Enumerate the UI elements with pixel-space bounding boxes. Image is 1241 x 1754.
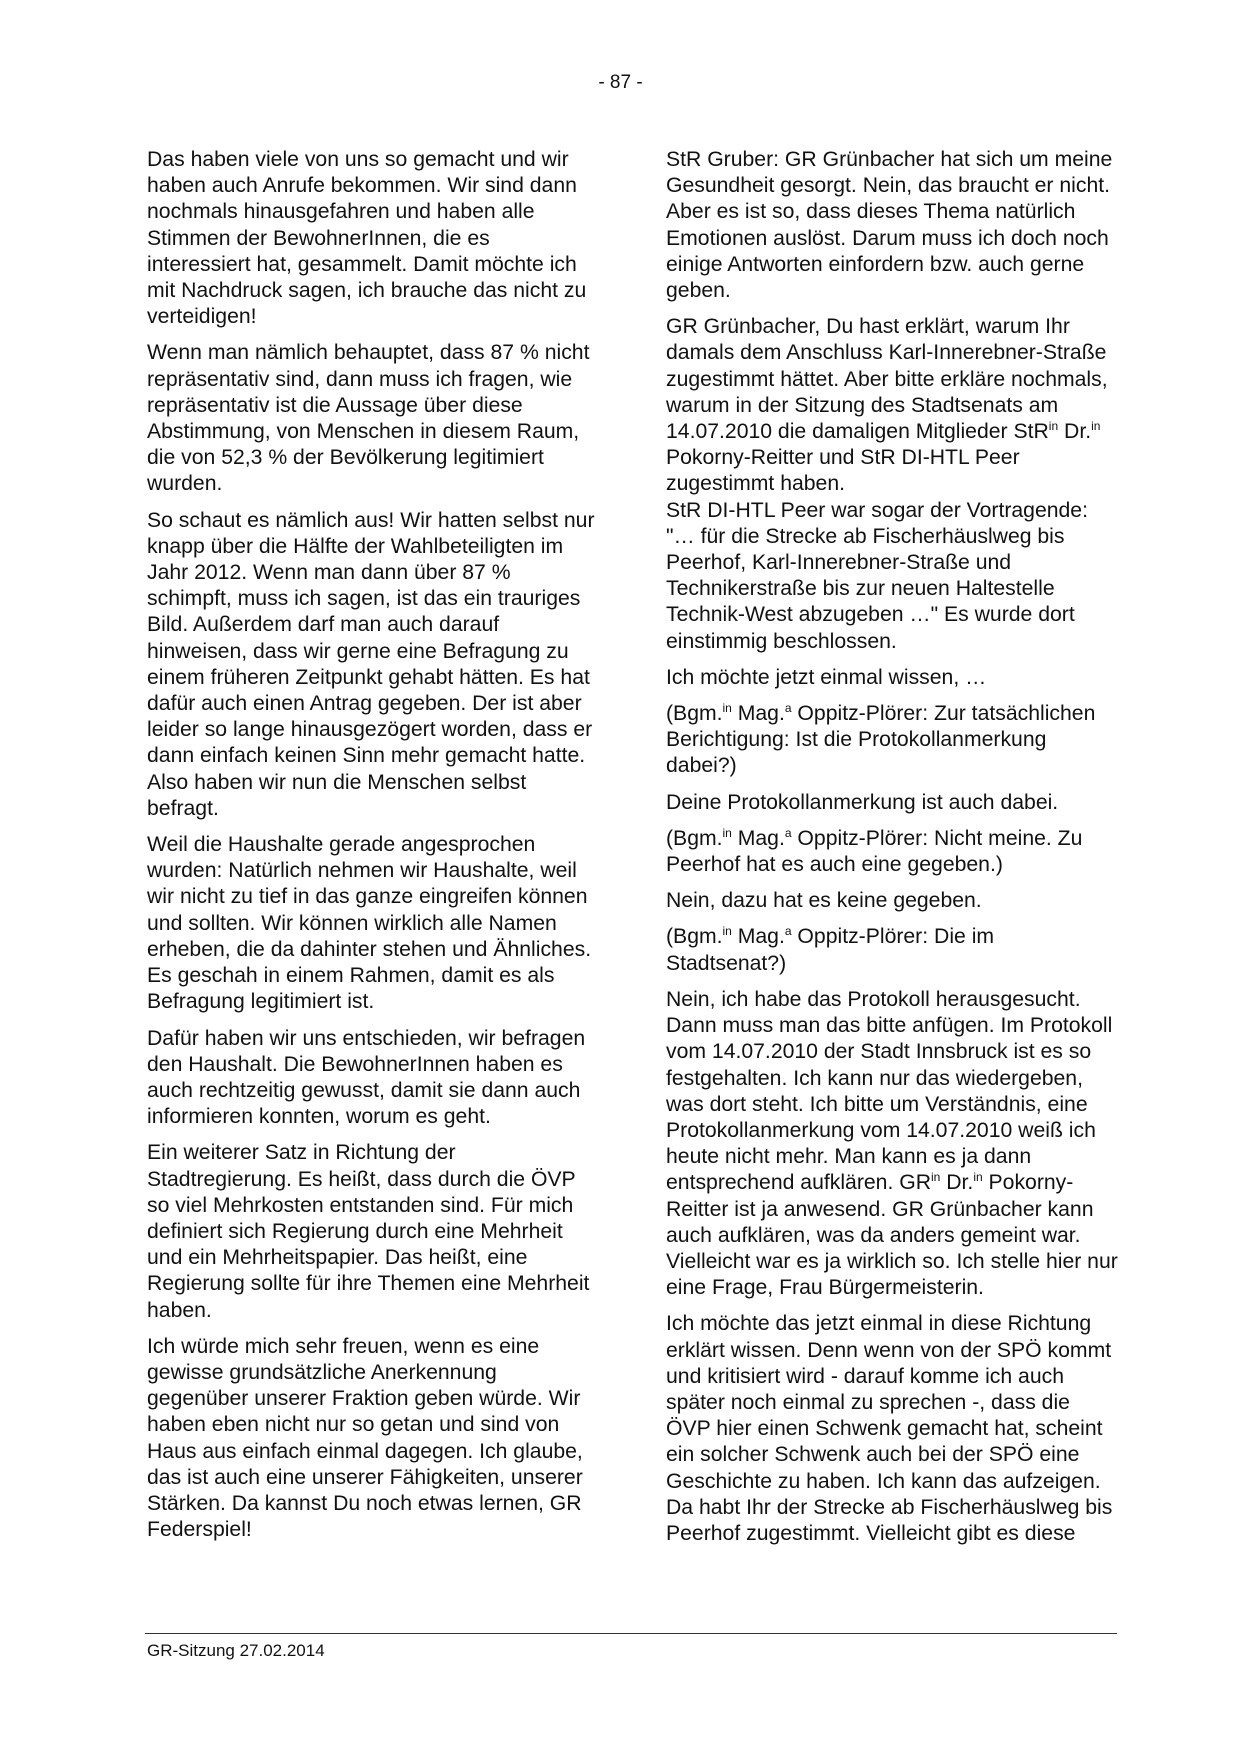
paragraph (666, 701, 1118, 780)
superscript: in (931, 1170, 941, 1185)
text: (Bgm. (666, 925, 723, 949)
text: Nein, ich habe das Protokoll herausgesucht. Dann muss man das bitte anfügen. Im Protokoll vom 14.07.2010 der Stadt Innsbruck ist es so festgehalten. Ich kann nur das wiedergeben, was dort steht. Ich bitte um Verständnis, eine Protokollanmerkung vom 14.07.2010 weiß ich heute nicht mehr. Man kann es ja dann entsprechend aufklären. GR (666, 987, 1113, 1195)
superscript: in (1091, 419, 1101, 434)
paragraph: Wenn man nämlich behauptet, dass 87 % nicht repräsentativ sind, dann muss ich fragen, wie repräsentativ ist die Aussage über diese Abstimmung, von Menschen in diesem Raum, die von 52,3 % der Bevölkerung legitimiert wurden. (147, 341, 590, 496)
text: Dr. (1058, 420, 1092, 444)
text: Oppitz-Plörer: Die im Stadtsenat?) (666, 925, 995, 975)
paragraph (666, 314, 1118, 497)
paragraph: Ein weiterer Satz in Richtung der Stadtregierung. Es heißt, dass durch die ÖVP so viel Mehrkosten entstanden sind. Für mich definiert sich Regierung durch eine Mehrheit und ein Mehrheitspapier. Das heißt, eine Regierung sollte für ihre Themen eine Mehrheit haben. (147, 1141, 590, 1322)
text: Mag. (731, 826, 785, 850)
text: (Bgm. (666, 702, 723, 726)
page-number: - 87 - (598, 72, 643, 93)
text: Oppitz-Plörer: Zur tatsächlichen Berichtigung: Ist die Protokollanmerkung dabei?) (666, 702, 1096, 778)
paragraph: Nein, dazu hat es keine gegeben. (666, 889, 982, 913)
text: Oppitz-Plörer: Nicht meine. Zu Peerhof hat es auch eine gegeben.) (666, 826, 1083, 877)
text: Pokorny-Reitter und StR DI-HTL Peer zugestimmt haben. (666, 446, 1020, 496)
paragraph (666, 987, 1118, 1301)
superscript: in (973, 1170, 983, 1185)
superscript: in (1048, 419, 1059, 434)
left-column (147, 147, 599, 1553)
superscript: a (784, 924, 792, 939)
paragraph: Ich würde mich sehr freuen, wenn es eine gewisse grundsätzliche Anerkennung gegenüber unserer Fraktion geben würde. Wir haben eben nicht nur so getan und sind von Haus aus einfach einmal dagegen. Ich glaube, das ist auch eine unserer Fähigkeiten, unserer Stärken. Da kannst Du noch etwas lernen, GR Federspiel! (147, 1334, 583, 1542)
paragraph: StR Gruber: GR Grünbacher hat sich um meine Gesundheit gesorgt. Nein, das braucht er nicht. Aber es ist so, dass dieses Thema natürlich Emotionen auslöst. Darum muss ich doch noch einige Antworten einfordern bzw. auch gerne geben. (666, 148, 1113, 303)
superscript: in (722, 924, 732, 939)
superscript: a (784, 825, 792, 840)
text: Dr. (940, 1171, 974, 1195)
right-column (666, 147, 1118, 1557)
paragraph: Ich möchte das jetzt einmal in diese Richtung erklärt wissen. Denn wenn von der SPÖ kommt und kritisiert wird - darauf komme ich auch später noch einmal zu sprechen -, dass die ÖVP hier einen Schwenk gemacht hat, scheint ein solcher Schwenk auch bei der SPÖ eine Geschichte zu haben. Ich kann das aufzeigen. Da habt Ihr der Strecke ab Fischerhäuslweg bis Peerhof zugestimmt. Vielleicht gibt es diese (666, 1312, 1113, 1545)
footer-text: GR-Sitzung 27.02.2014 (147, 1641, 325, 1660)
paragraph: StR DI-HTL Peer war sogar der Vortragende: "… für die Strecke ab Fischerhäuslweg bis Peerhof, Karl-Innerebner-Straße und Technikerstraße bis zur neuen Haltestelle Technik-West abzugeben …" Es wurde dort einstimmig beschlossen. (666, 498, 1088, 653)
paragraph: So schaut es nämlich aus! Wir hatten selbst nur knapp über die Hälfte der Wahlbeteiligten im Jahr 2012. Wenn man dann über 87 % schimpft, muss ich sagen, ist das ein trauriges Bild. Außerdem darf man auch darauf hinweisen, dass wir gerne eine Befragung zu einem früheren Zeitpunkt gehabt hätten. Es hat dafür auch einen Antrag gegeben. Der ist aber leider so lange hinausgezögert worden, dass er dann einfach keinen Sinn mehr gemacht hatte. Also haben wir nun die Menschen selbst befragt. (147, 508, 595, 820)
text: GR Grünbacher, Du hast erklärt, warum Ihr damals dem Anschluss Karl-Innerebner-Straße zugestimmt hättet. Aber bitte erkläre nochmals, warum in der Sitzung des Stadtsenats am 14.07.2010 die damaligen Mitglieder StR (666, 315, 1108, 444)
paragraph: Ich möchte jetzt einmal wissen, … (666, 665, 987, 689)
superscript: in (722, 825, 732, 840)
paragraph: Weil die Haushalte gerade angesprochen wurden: Natürlich nehmen wir Haushalte, weil wir nicht zu tief in das ganze eingreifen können und sollten. Wir können wirklich alle Namen erheben, die da dahinter stehen und Ähnliches. Es geschah in einem Rahmen, damit es als Befragung legitimiert ist. (147, 833, 592, 1014)
text: (Bgm. (666, 826, 723, 850)
paragraph (666, 826, 1118, 878)
superscript: in (722, 701, 732, 716)
paragraph (666, 924, 1118, 976)
paragraph: Dafür haben wir uns entschieden, wir befragen den Haushalt. Die BewohnerInnen haben es auch rechtzeitig gewusst, damit sie dann auch informieren konnten, worum es geht. (147, 1026, 586, 1129)
superscript: a (784, 701, 792, 716)
footer-divider (145, 1633, 1117, 1634)
text: Pokorny-Reitter ist ja anwesend. GR Grünbacher kann auch aufklären, was da anders gemeint war. Vielleicht war es ja wirklich so. Ich stelle hier nur eine Frage, Frau Bürgermeisterin. (666, 1171, 1118, 1300)
paragraph: Deine Protokollanmerkung ist auch dabei. (666, 790, 1059, 814)
paragraph: Das haben viele von uns so gemacht und wir haben auch Anrufe bekommen. Wir sind dann nochmals hinausgefahren und haben alle Stimmen der BewohnerInnen, die es interessiert hat, gesammelt. Damit möchte ich mit Nachdruck sagen, ich brauche das nicht zu verteidigen! (147, 148, 587, 329)
text: Mag. (731, 925, 785, 949)
text: Mag. (731, 702, 785, 726)
